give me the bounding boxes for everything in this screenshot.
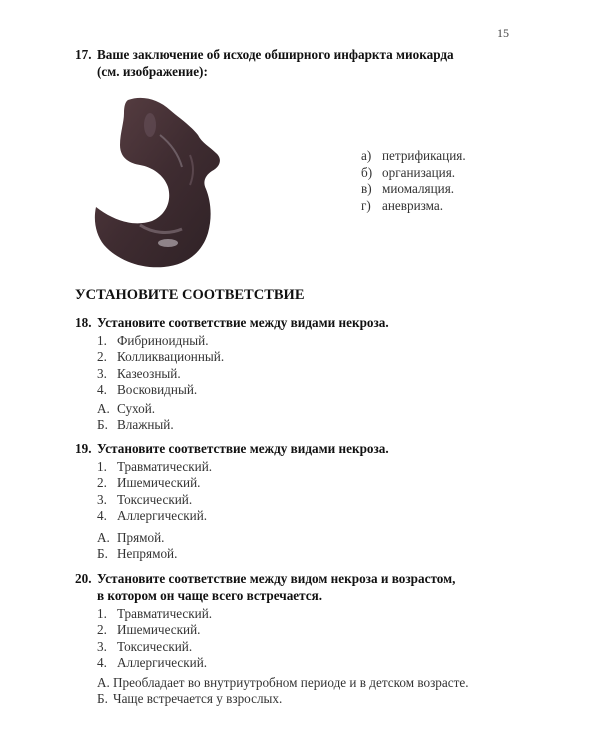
question-text-line1: Ваше заключение об исходе обширного инфаркта миокарда bbox=[97, 47, 454, 62]
item-mark: А. bbox=[97, 675, 110, 690]
item-text: Сухой. bbox=[117, 401, 156, 416]
item-text: Колликвационный. bbox=[117, 349, 225, 365]
list-item bbox=[97, 508, 212, 524]
question-text-line1: Установите соответствие между видом некроза и возрастом, bbox=[97, 571, 456, 586]
answer-item bbox=[97, 417, 174, 433]
question-text-line2: (см. изображение): bbox=[97, 64, 208, 79]
list-item bbox=[97, 622, 212, 638]
list-item bbox=[97, 475, 212, 491]
item-mark: 4. bbox=[97, 655, 107, 671]
answer-option-c[interactable] bbox=[361, 181, 466, 198]
item-text: Непрямой. bbox=[117, 546, 178, 562]
question-20-answers bbox=[97, 675, 469, 708]
item-text: Травматический. bbox=[117, 606, 213, 621]
item-text: Прямой. bbox=[117, 530, 165, 545]
item-mark: 3. bbox=[97, 638, 107, 654]
question-17-options bbox=[361, 148, 466, 214]
question-text: Установите соответствие между видами некроза. bbox=[97, 441, 389, 456]
item-text: Токсический. bbox=[117, 491, 193, 507]
list-item bbox=[97, 606, 212, 622]
option-mark: б) bbox=[361, 164, 373, 180]
item-mark: Б. bbox=[97, 691, 108, 707]
question-19-answers bbox=[97, 530, 177, 563]
question-18-title bbox=[75, 314, 389, 331]
answer-option-a[interactable] bbox=[361, 148, 466, 165]
answer-item bbox=[97, 675, 469, 691]
item-mark: Б. bbox=[97, 417, 108, 433]
item-mark: 4. bbox=[97, 508, 107, 524]
question-19-items bbox=[97, 459, 212, 525]
question-18-answers bbox=[97, 401, 174, 434]
item-text: Влажный. bbox=[117, 417, 174, 433]
item-text: Ишемический. bbox=[117, 622, 201, 638]
answer-item bbox=[97, 546, 177, 562]
item-text: Восковидный. bbox=[117, 382, 198, 398]
answer-item bbox=[97, 691, 469, 707]
heart-specimen-image bbox=[90, 95, 225, 275]
item-mark: А. bbox=[97, 401, 110, 416]
item-text: Казеозный. bbox=[117, 365, 181, 381]
list-item bbox=[97, 492, 212, 508]
item-mark: Б. bbox=[97, 546, 108, 562]
option-text: петрификация. bbox=[382, 148, 466, 163]
option-mark: в) bbox=[361, 181, 372, 197]
answer-item bbox=[97, 401, 174, 417]
item-mark: 1. bbox=[97, 606, 107, 621]
list-item bbox=[97, 459, 212, 475]
option-text: аневризма. bbox=[382, 197, 444, 213]
item-mark: 1. bbox=[97, 459, 107, 474]
option-mark: г) bbox=[361, 197, 371, 213]
list-item bbox=[97, 349, 224, 365]
question-20-items bbox=[97, 606, 212, 672]
question-17-title bbox=[75, 46, 454, 80]
item-mark: 2. bbox=[97, 349, 107, 365]
list-item bbox=[97, 366, 224, 382]
item-mark: 4. bbox=[97, 382, 107, 398]
item-mark: 3. bbox=[97, 365, 107, 381]
item-text: Преобладает во внутриутробном периоде и в детском возрасте. bbox=[113, 675, 469, 690]
page-number: 15 bbox=[497, 26, 509, 40]
list-item bbox=[97, 333, 224, 349]
answer-option-b[interactable] bbox=[361, 165, 466, 182]
list-item bbox=[97, 382, 224, 398]
item-text: Травматический. bbox=[117, 459, 213, 474]
question-number: 18. bbox=[75, 315, 92, 330]
item-mark: А. bbox=[97, 530, 110, 545]
item-text: Чаще встречается у взрослых. bbox=[113, 691, 283, 707]
item-mark: 1. bbox=[97, 333, 107, 348]
item-text: Аллергический. bbox=[117, 508, 208, 524]
item-text: Ишемический. bbox=[117, 475, 201, 491]
option-text: миомаляция. bbox=[382, 181, 455, 197]
question-20-title bbox=[75, 570, 455, 604]
item-mark: 3. bbox=[97, 491, 107, 507]
answer-option-d[interactable] bbox=[361, 198, 466, 215]
answer-item bbox=[97, 530, 177, 546]
section-heading: УСТАНОВИТЕ СООТВЕТСТВИЕ bbox=[75, 287, 305, 303]
item-text: Фибриноидный. bbox=[117, 333, 209, 348]
question-19-title bbox=[75, 440, 389, 457]
item-mark: 2. bbox=[97, 475, 107, 491]
question-text: Установите соответствие между видами некроза. bbox=[97, 315, 389, 330]
list-item bbox=[97, 639, 212, 655]
list-item bbox=[97, 655, 212, 671]
question-number: 17. bbox=[75, 47, 92, 62]
item-text: Токсический. bbox=[117, 638, 193, 654]
option-text: организация. bbox=[382, 164, 456, 180]
question-number: 20. bbox=[75, 571, 92, 586]
item-mark: 2. bbox=[97, 622, 107, 638]
question-text-line2: в котором он чаще всего встречается. bbox=[97, 588, 323, 603]
question-number: 19. bbox=[75, 441, 92, 456]
item-text: Аллергический. bbox=[117, 655, 208, 671]
question-18-items bbox=[97, 333, 224, 399]
option-mark: а) bbox=[361, 148, 372, 163]
